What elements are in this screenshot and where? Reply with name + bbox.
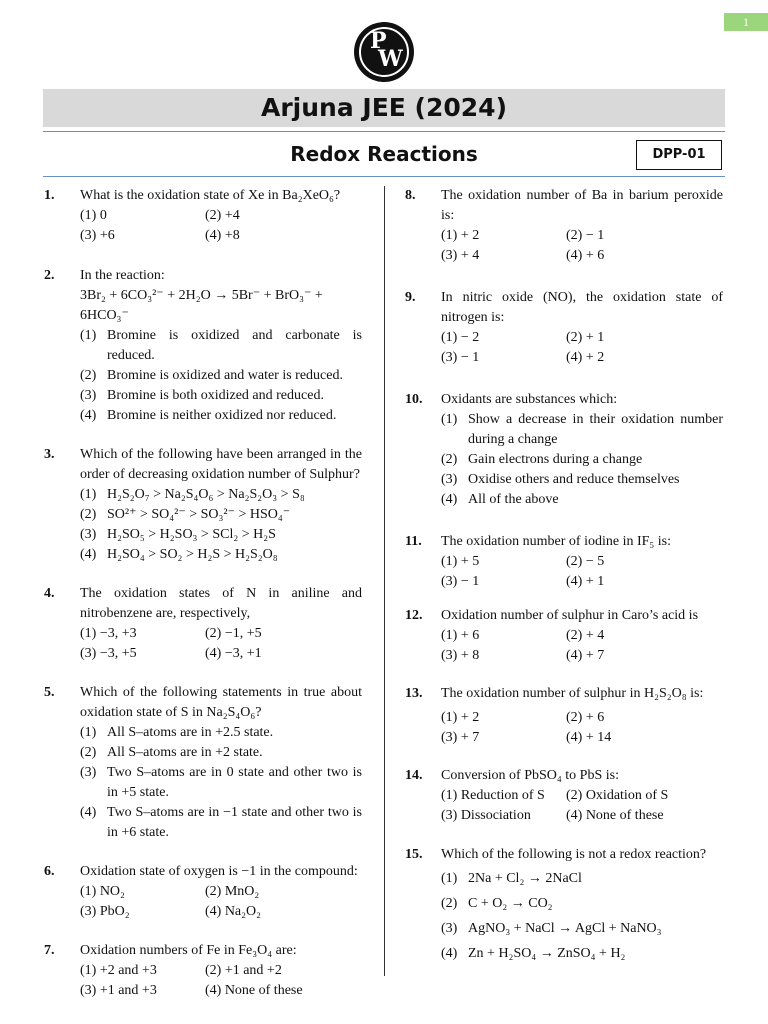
option-text: H₂SO₅ > H₂SO₃ > SCl₂ > H₂S xyxy=(107,527,276,542)
option-1[interactable]: (1) 0 xyxy=(80,208,107,223)
option-1[interactable]: (1) − 2 xyxy=(441,330,480,345)
question-9 xyxy=(405,288,723,368)
option-text: All of the above xyxy=(468,492,559,507)
pw-logo xyxy=(354,22,414,82)
question-number: 4. xyxy=(44,586,55,601)
option-4[interactable]: (4) +8 xyxy=(205,228,240,243)
options xyxy=(441,626,723,666)
question-number: 1. xyxy=(44,188,55,203)
option-4[interactable] xyxy=(441,490,723,510)
option-2[interactable]: (2) − 5 xyxy=(566,554,605,569)
column-divider xyxy=(384,186,385,976)
option-2[interactable]: (2) −1, +5 xyxy=(205,626,262,641)
options xyxy=(441,552,723,592)
option-2[interactable] xyxy=(80,743,362,763)
question-13 xyxy=(405,684,723,748)
option-label: (2) xyxy=(441,452,458,467)
option-2[interactable] xyxy=(80,505,362,525)
question-number: 11. xyxy=(405,534,422,549)
option-1[interactable]: (1) +2 and +3 xyxy=(80,963,157,978)
option-label: (1) xyxy=(80,487,97,502)
option-4[interactable]: (4) None of these xyxy=(205,983,303,998)
option-3[interactable] xyxy=(441,470,723,490)
option-2[interactable]: (2) + 6 xyxy=(566,710,605,725)
question-7 xyxy=(44,941,362,1001)
option-1[interactable]: (1) + 6 xyxy=(441,628,480,643)
option-label: (4) xyxy=(80,408,97,423)
question-text: Oxidation number of sulphur in Caro’s acid is xyxy=(441,608,699,623)
right-column xyxy=(405,186,723,964)
option-text: All S–atoms are in +2.5 state. xyxy=(107,725,274,740)
option-text: Gain electrons during a change xyxy=(468,452,643,467)
subject-title: Redox Reactions xyxy=(290,142,478,166)
option-2[interactable]: (2) − 1 xyxy=(566,228,605,243)
title-band xyxy=(43,89,725,127)
option-3[interactable]: (3) Dissociation xyxy=(441,808,531,823)
question-text: Which of the following statements in true about oxidation state of S in Na₂S₄O₆? xyxy=(80,685,362,720)
question-text: The oxidation number of iodine in IF₅ is: xyxy=(441,534,672,549)
options xyxy=(441,786,723,826)
option-4[interactable]: (4) + 2 xyxy=(566,350,605,365)
question-text: Oxidants are substances which: xyxy=(441,392,618,407)
option-3[interactable]: (3) +6 xyxy=(80,228,115,243)
option-text: Bromine is oxidized and water is reduced. xyxy=(107,368,343,383)
option-1[interactable]: (1) Reduction of S xyxy=(441,788,545,803)
option-text: SO²⁺ > SO₄²⁻ > SO₃²⁻ > HSO₄⁻ xyxy=(107,507,291,522)
option-label: (4) xyxy=(80,805,97,820)
option-3[interactable] xyxy=(80,763,362,803)
question-number: 13. xyxy=(405,686,423,701)
question-text: The oxidation number of sulphur in H₂S₂O₈ is: xyxy=(441,686,704,701)
option-1[interactable] xyxy=(441,410,723,450)
option-text: Oxidise others and reduce themselves xyxy=(468,472,680,487)
option-text: H₂SO₄ > SO₂ > H₂S > H₂S₂O₈ xyxy=(107,547,278,562)
options xyxy=(80,882,362,922)
question-text: Which of the following is not a redox reaction? xyxy=(441,847,707,862)
option-4[interactable] xyxy=(441,944,723,964)
option-3[interactable]: (3) +1 and +3 xyxy=(80,983,157,998)
option-3[interactable]: (3) + 8 xyxy=(441,648,480,663)
option-text: Two S–atoms are in −1 state and other two is in +6 state. xyxy=(107,805,362,840)
header-rule-top xyxy=(43,131,725,132)
option-3[interactable]: (3) + 7 xyxy=(441,730,480,745)
option-label: (1) xyxy=(441,412,458,427)
option-3[interactable]: (3) − 1 xyxy=(441,350,480,365)
question-text: Oxidation numbers of Fe in Fe₃O₄ are: xyxy=(80,943,297,958)
option-label: (4) xyxy=(441,492,458,507)
option-2[interactable]: (2) MnO₂ xyxy=(205,884,260,899)
question-text: Which of the following have been arranged in the order of decreasing oxidation number of Sulphur? xyxy=(80,447,362,482)
options xyxy=(80,206,362,246)
option-3[interactable]: (3) −3, +5 xyxy=(80,646,137,661)
question-number: 6. xyxy=(44,864,55,879)
option-text: Bromine is oxidized and carbonate is reduced. xyxy=(107,328,362,363)
option-text: Two S–atoms are in 0 state and other two is in +5 state. xyxy=(107,765,362,800)
question-14 xyxy=(405,766,723,826)
option-2[interactable] xyxy=(441,450,723,470)
option-label: (1) xyxy=(441,871,458,886)
options xyxy=(80,961,362,1001)
question-6 xyxy=(44,862,362,922)
page-number: 1 xyxy=(724,13,768,31)
question-4 xyxy=(44,584,362,664)
option-3[interactable] xyxy=(80,386,362,406)
logo-letter-p: P xyxy=(370,28,387,54)
reaction-equation: 3Br₂ + 6CO₃²⁻ + 2H₂O → 5Br⁻ + BrO₃⁻ + 6HCO₃⁻ xyxy=(80,288,323,323)
option-label: (2) xyxy=(80,745,97,760)
question-number: 9. xyxy=(405,290,416,305)
question-text: Oxidation state of oxygen is −1 in the compound: xyxy=(80,864,358,879)
option-2[interactable] xyxy=(441,894,723,914)
option-3[interactable] xyxy=(441,919,723,939)
option-label: (4) xyxy=(80,547,97,562)
option-label: (4) xyxy=(441,946,458,961)
options xyxy=(441,226,723,266)
logo-letter-w: W xyxy=(378,46,403,72)
option-text: C + O₂ → CO₂ xyxy=(468,896,553,911)
question-number: 10. xyxy=(405,392,423,407)
question-number: 2. xyxy=(44,268,55,283)
option-1[interactable]: (1) + 2 xyxy=(441,228,480,243)
question-text: In nitric oxide (NO), the oxidation state of nitrogen is: xyxy=(441,290,723,325)
option-4[interactable]: (4) None of these xyxy=(566,808,664,823)
option-label: (2) xyxy=(441,896,458,911)
option-4[interactable]: (4) Na₂O₂ xyxy=(205,904,262,919)
option-4[interactable]: (4) + 6 xyxy=(566,248,605,263)
option-label: (3) xyxy=(80,765,97,780)
question-12 xyxy=(405,606,723,666)
option-text: Show a decrease in their oxidation number during a change xyxy=(468,412,723,447)
option-label: (1) xyxy=(80,328,97,343)
option-4[interactable]: (4) −3, +1 xyxy=(205,646,262,661)
page-title: Arjuna JEE (2024) xyxy=(260,93,507,122)
question-text: Conversion of PbSO₄ to PbS is: xyxy=(441,768,619,783)
question-number: 5. xyxy=(44,685,55,700)
question-8 xyxy=(405,186,723,266)
option-3[interactable]: (3) − 1 xyxy=(441,574,480,589)
options xyxy=(441,708,723,748)
option-label: (2) xyxy=(80,368,97,383)
option-3[interactable]: (3) + 4 xyxy=(441,248,480,263)
option-4[interactable]: (4) + 14 xyxy=(566,730,612,745)
option-label: (2) xyxy=(80,507,97,522)
option-text: 2Na + Cl₂ → 2NaCl xyxy=(468,871,582,886)
question-number: 7. xyxy=(44,943,55,958)
option-4[interactable] xyxy=(80,406,362,426)
question-15 xyxy=(405,845,723,964)
option-4[interactable]: (4) + 1 xyxy=(566,574,605,589)
question-number: 8. xyxy=(405,188,416,203)
option-text: AgNO₃ + NaCl → AgCl + NaNO₃ xyxy=(468,921,662,936)
question-10 xyxy=(405,390,723,510)
option-2[interactable]: (2) +1 and +2 xyxy=(205,963,282,978)
option-4[interactable] xyxy=(80,545,362,565)
question-text: What is the oxidation state of Xe in Ba₂XeO₆? xyxy=(80,188,341,203)
option-2[interactable] xyxy=(80,366,362,386)
option-1[interactable]: (1) + 2 xyxy=(441,710,480,725)
option-3[interactable] xyxy=(80,525,362,545)
option-1[interactable] xyxy=(80,485,362,505)
option-1[interactable]: (1) −3, +3 xyxy=(80,626,137,641)
header-rule-bottom xyxy=(43,176,725,177)
option-label: (3) xyxy=(441,921,458,936)
option-label: (3) xyxy=(80,388,97,403)
question-number: 15. xyxy=(405,847,423,862)
options xyxy=(441,328,723,368)
option-text: Zn + H₂SO₄ → ZnSO₄ + H₂ xyxy=(468,946,626,961)
options xyxy=(80,624,362,664)
option-label: (3) xyxy=(80,527,97,542)
question-number: 3. xyxy=(44,447,55,462)
option-4[interactable]: (4) + 7 xyxy=(566,648,605,663)
option-1[interactable]: (1) NO₂ xyxy=(80,884,125,899)
option-text: All S–atoms are in +2 state. xyxy=(107,745,263,760)
question-11 xyxy=(405,532,723,592)
question-number: 14. xyxy=(405,768,423,783)
question-3 xyxy=(44,445,362,565)
option-4[interactable] xyxy=(80,803,362,843)
option-text: H₂S₂O₇ > Na₂S₄O₆ > Na₂S₂O₃ > S₈ xyxy=(107,487,305,502)
option-1[interactable] xyxy=(80,326,362,366)
dpp-badge: DPP-01 xyxy=(636,140,722,170)
option-text: Bromine is both oxidized and reduced. xyxy=(107,388,324,403)
option-label: (1) xyxy=(80,725,97,740)
option-1[interactable]: (1) + 5 xyxy=(441,554,480,569)
question-text: The oxidation states of N in aniline and nitrobenzene are, respectively, xyxy=(80,586,362,621)
option-1[interactable] xyxy=(80,723,362,743)
option-1[interactable] xyxy=(441,869,723,889)
option-label: (3) xyxy=(441,472,458,487)
option-2[interactable]: (2) + 4 xyxy=(566,628,605,643)
option-3[interactable]: (3) PbO₂ xyxy=(80,904,130,919)
question-5 xyxy=(44,683,362,843)
question-1 xyxy=(44,186,362,246)
question-text: The oxidation number of Ba in barium peroxide is: xyxy=(441,188,723,223)
question-number: 12. xyxy=(405,608,423,623)
option-text: Bromine is neither oxidized nor reduced. xyxy=(107,408,337,423)
option-2[interactable]: (2) Oxidation of S xyxy=(566,788,669,803)
question-2 xyxy=(44,266,362,426)
left-column xyxy=(44,186,362,1001)
option-2[interactable]: (2) +4 xyxy=(205,208,240,223)
option-2[interactable]: (2) + 1 xyxy=(566,330,605,345)
question-text: In the reaction: xyxy=(80,268,165,283)
